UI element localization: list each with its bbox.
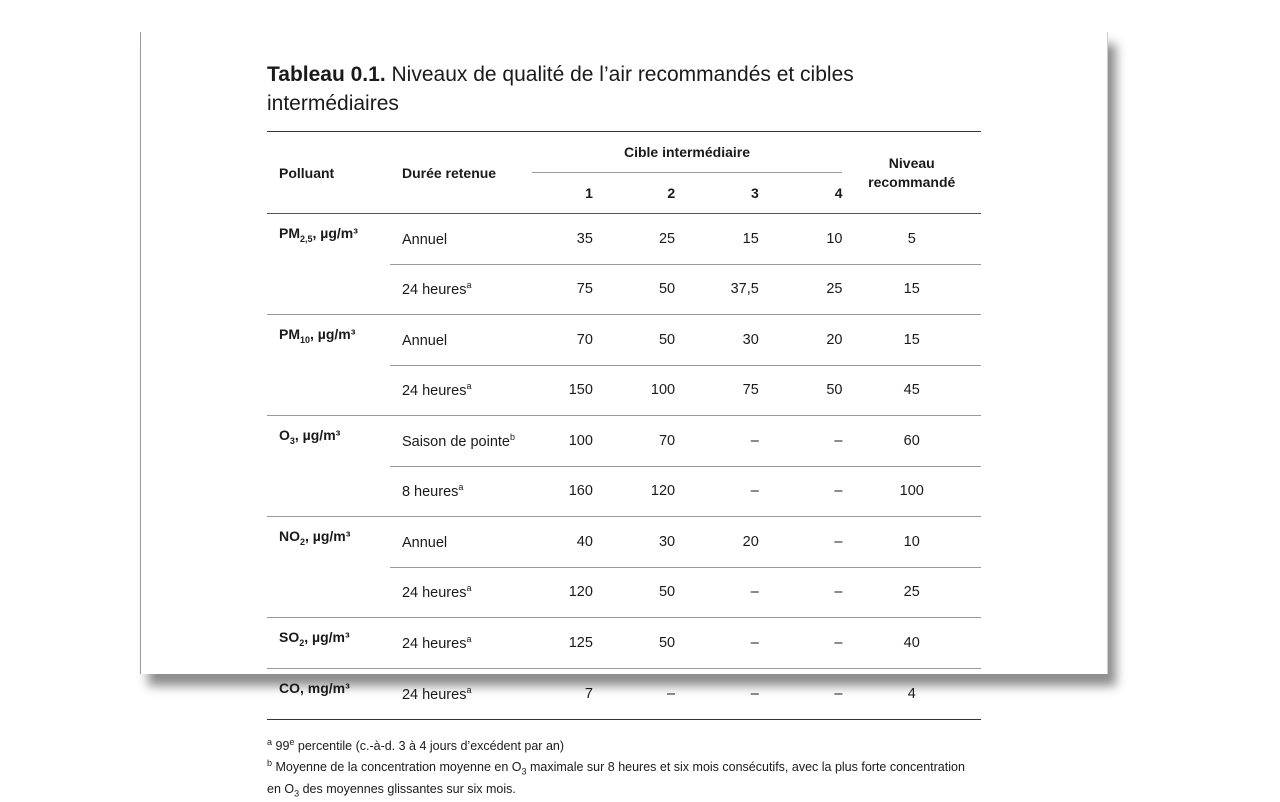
cell-cible-2: 100 bbox=[606, 365, 675, 416]
cell-cible-2: 120 bbox=[606, 466, 675, 517]
cell-pollutant: $PM_{10}$, µg/m³ bbox=[267, 315, 390, 366]
cell-cible-3: 30 bbox=[675, 315, 759, 366]
cell-duration: Annuel bbox=[390, 315, 532, 366]
footnotes bbox=[267, 734, 981, 802]
table-row bbox=[267, 315, 981, 366]
header-cible-2: 2 bbox=[606, 173, 675, 214]
cell-cible-1: 35 bbox=[532, 214, 606, 265]
cell-duration: 24 heures$^a$ bbox=[390, 669, 532, 720]
cell-niveau: 5 bbox=[842, 214, 981, 265]
cell-pollutant: $O_3$, µg/m³ bbox=[267, 416, 390, 467]
header-cible: Cible intermédiaire bbox=[532, 132, 843, 173]
table-title bbox=[267, 60, 981, 118]
cell-cible-4: 20 bbox=[759, 315, 843, 366]
cell-niveau: 60 bbox=[842, 416, 981, 467]
cell-cible-3: 20 bbox=[675, 517, 759, 568]
cell-duration: 24 heures$^a$ bbox=[390, 567, 532, 618]
cell-pollutant bbox=[267, 567, 390, 618]
cell-pollutant bbox=[267, 264, 390, 315]
table-row bbox=[267, 567, 981, 618]
cell-cible-3: 37,5 bbox=[675, 264, 759, 315]
cell-cible-3: – bbox=[675, 466, 759, 517]
table-row bbox=[267, 264, 981, 315]
cell-cible-4: – bbox=[759, 466, 843, 517]
header-cible-3: 3 bbox=[675, 173, 759, 214]
cell-cible-1: 120 bbox=[532, 567, 606, 618]
cell-cible-1: 100 bbox=[532, 416, 606, 467]
table-body bbox=[267, 214, 981, 720]
table-row bbox=[267, 517, 981, 568]
table-row bbox=[267, 365, 981, 416]
cell-duration: 8 heures$^a$ bbox=[390, 466, 532, 517]
table-row bbox=[267, 466, 981, 517]
cell-niveau: 40 bbox=[842, 618, 981, 669]
cell-cible-3: – bbox=[675, 567, 759, 618]
cell-duration: Annuel bbox=[390, 517, 532, 568]
cell-niveau: 100 bbox=[842, 466, 981, 517]
cell-cible-2: 70 bbox=[606, 416, 675, 467]
cell-cible-4: 50 bbox=[759, 365, 843, 416]
cell-duration: 24 heures$^a$ bbox=[390, 618, 532, 669]
cell-cible-2: – bbox=[606, 669, 675, 720]
header-niveau: Niveau recommandé bbox=[842, 132, 981, 214]
header-polluant: Polluant bbox=[267, 132, 390, 214]
air-quality-table bbox=[267, 131, 981, 720]
table-row bbox=[267, 669, 981, 720]
page-content bbox=[267, 60, 981, 802]
cell-duration: Saison de pointe$^b$ bbox=[390, 416, 532, 467]
cell-cible-1: 125 bbox=[532, 618, 606, 669]
cell-cible-1: 160 bbox=[532, 466, 606, 517]
cell-pollutant: $SO_2$, µg/m³ bbox=[267, 618, 390, 669]
cell-cible-1: 7 bbox=[532, 669, 606, 720]
cell-niveau: 4 bbox=[842, 669, 981, 720]
cell-pollutant: $NO_2$, µg/m³ bbox=[267, 517, 390, 568]
cell-cible-2: 30 bbox=[606, 517, 675, 568]
table-row bbox=[267, 214, 981, 265]
cell-cible-4: 25 bbox=[759, 264, 843, 315]
cell-pollutant: $PM_{2,5}$, µg/m³ bbox=[267, 214, 390, 265]
footnote-b: $^b$ Moyenne de la concentration moyenne en $O_3$ maximale sur 8 heures et six mois consécutifs, avec la plus forte concentration en $O_3$ des moyennes glissantes sur six mois. bbox=[267, 758, 965, 799]
cell-niveau: 15 bbox=[842, 264, 981, 315]
cell-pollutant bbox=[267, 365, 390, 416]
cell-niveau: 45 bbox=[842, 365, 981, 416]
cell-cible-3: – bbox=[675, 416, 759, 467]
cell-pollutant bbox=[267, 466, 390, 517]
cell-cible-2: 50 bbox=[606, 264, 675, 315]
cell-cible-2: 50 bbox=[606, 567, 675, 618]
cell-cible-4: – bbox=[759, 416, 843, 467]
cell-duration: Annuel bbox=[390, 214, 532, 265]
cell-cible-2: 50 bbox=[606, 315, 675, 366]
cell-cible-2: 25 bbox=[606, 214, 675, 265]
cell-cible-4: – bbox=[759, 618, 843, 669]
document-page bbox=[140, 32, 1108, 799]
cell-niveau: 15 bbox=[842, 315, 981, 366]
table-row bbox=[267, 416, 981, 467]
cell-niveau: 10 bbox=[842, 517, 981, 568]
cell-cible-1: 75 bbox=[532, 264, 606, 315]
cell-cible-1: 150 bbox=[532, 365, 606, 416]
footnote-a: $^a$ 99e percentile (c.-à-d. 3 à 4 jours d’excédent par an) bbox=[267, 737, 565, 754]
cell-cible-1: 70 bbox=[532, 315, 606, 366]
header-duree: Durée retenue bbox=[390, 132, 532, 214]
header-cible-4: 4 bbox=[759, 173, 843, 214]
cell-cible-4: – bbox=[759, 567, 843, 618]
cell-cible-3: 75 bbox=[675, 365, 759, 416]
cell-niveau: 25 bbox=[842, 567, 981, 618]
cell-duration: 24 heures$^a$ bbox=[390, 264, 532, 315]
header-cible-1: 1 bbox=[532, 173, 606, 214]
table-row bbox=[267, 618, 981, 669]
cell-cible-3: – bbox=[675, 669, 759, 720]
cell-cible-3: 15 bbox=[675, 214, 759, 265]
cell-cible-1: 40 bbox=[532, 517, 606, 568]
cell-duration: 24 heures$^a$ bbox=[390, 365, 532, 416]
cell-cible-2: 50 bbox=[606, 618, 675, 669]
cell-pollutant: CO, mg/m³ bbox=[267, 669, 390, 720]
table-number: Tableau 0.1. bbox=[267, 63, 386, 86]
cell-cible-4: 10 bbox=[759, 214, 843, 265]
cell-cible-4: – bbox=[759, 669, 843, 720]
cell-cible-3: – bbox=[675, 618, 759, 669]
table-caption: Niveaux de qualité de l’air recommandés et cibles intermédiaires bbox=[267, 63, 854, 115]
cell-cible-4: – bbox=[759, 517, 843, 568]
